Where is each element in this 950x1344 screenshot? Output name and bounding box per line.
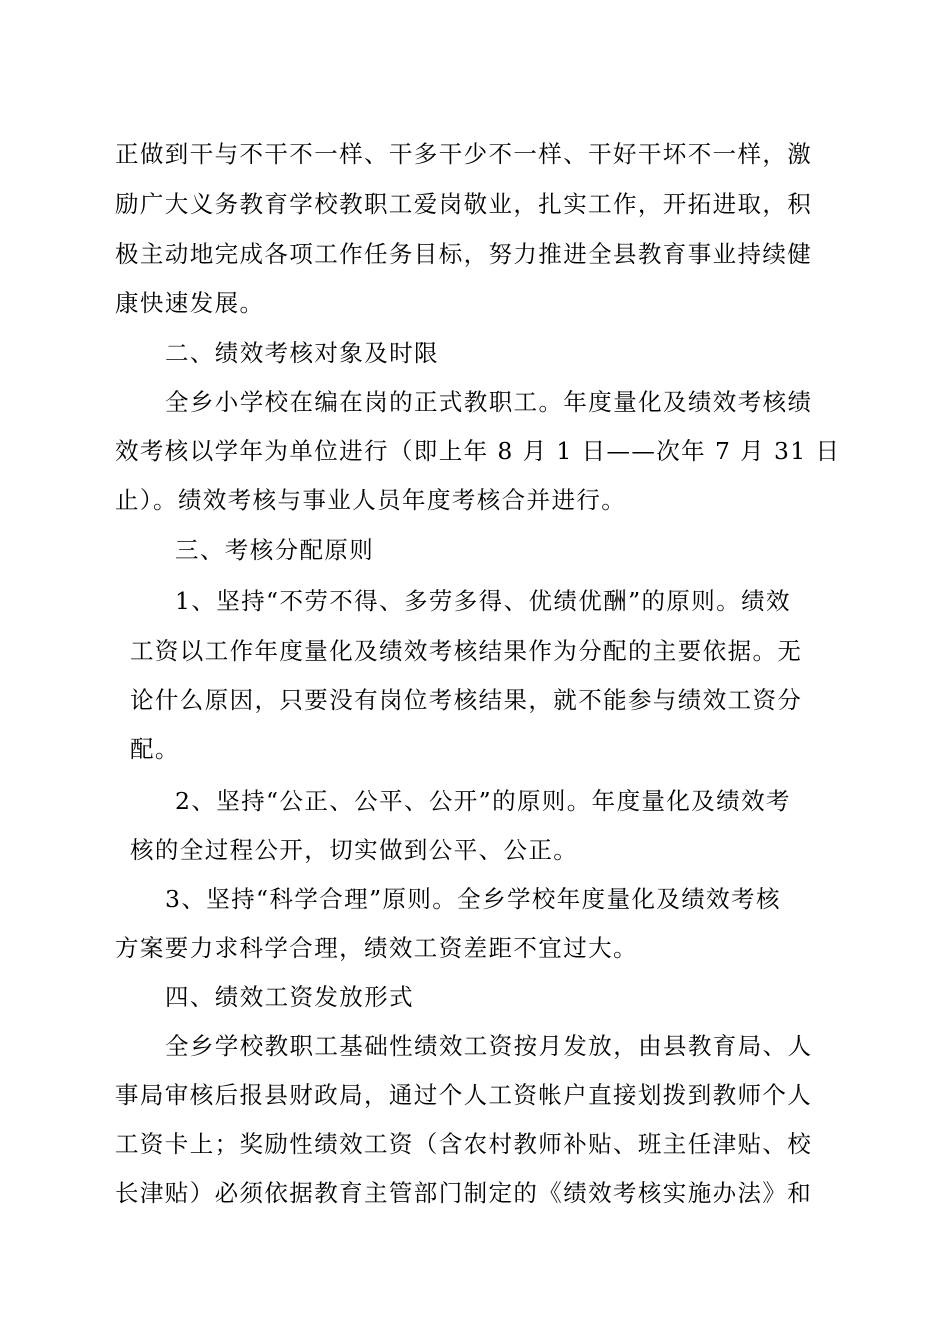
section-heading: 四、绩效工资发放形式 — [165, 983, 414, 1011]
text-line: 全乡学校教职工基础性绩效工资按月发放，由县教育局、人 — [165, 1032, 813, 1060]
text-line: 方案要力求科学合理，绩效工资差距不宜过大。 — [115, 934, 638, 962]
text-line: 2、坚持“公正、公平、公开”的原则。年度量化及绩效考 — [175, 787, 791, 815]
section-heading: 三、考核分配原则 — [175, 536, 375, 564]
section-heading: 二、绩效考核对象及时限 — [165, 339, 439, 367]
text-line: 极主动地完成各项工作任务目标，努力推进全县教育事业持续健 — [115, 240, 813, 268]
text-line: 1、坚持“不劳不得、多劳多得、优绩优酬”的原则。绩效 — [175, 587, 791, 615]
text-line: 工资以工作年度量化及绩效考核结果作为分配的主要依据。无 — [130, 637, 803, 665]
text-line: 全乡小学校在编在岗的正式教职工。年度量化及绩效考核绩 — [165, 388, 813, 416]
text-line: 正做到干与不干不一样、干多干少不一样、干好干坏不一样，激 — [115, 140, 813, 168]
text-line: 康快速发展。 — [115, 289, 265, 317]
text-line: 工资卡上；奖励性绩效工资（含农村教师补贴、班主任津贴、校 — [115, 1130, 813, 1158]
text-line: 止）。绩效考核与事业人员年度考核合并进行。 — [115, 486, 627, 514]
text-line: 事局审核后报县财政局，通过个人工资帐户直接划拨到教师个人 — [115, 1081, 813, 1109]
text-line: 核的全过程公开，切实做到公平、公正。 — [130, 836, 579, 864]
text-line: 配。 — [130, 735, 180, 763]
text-line: 效考核以学年为单位进行（即上年 8 月 1 日——次年 7 月 31 日 — [115, 437, 841, 465]
text-line: 论什么原因，只要没有岗位考核结果，就不能参与绩效工资分 — [130, 686, 803, 714]
text-line: 长津贴）必须依据教育主管部门制定的《绩效考核实施办法》和 — [115, 1179, 813, 1207]
text-line: 3、坚持“科学合理”原则。全乡学校年度量化及绩效考核 — [165, 885, 781, 913]
text-line: 励广大义务教育学校教职工爱岗敬业，扎实工作，开拓进取，积 — [115, 190, 813, 218]
